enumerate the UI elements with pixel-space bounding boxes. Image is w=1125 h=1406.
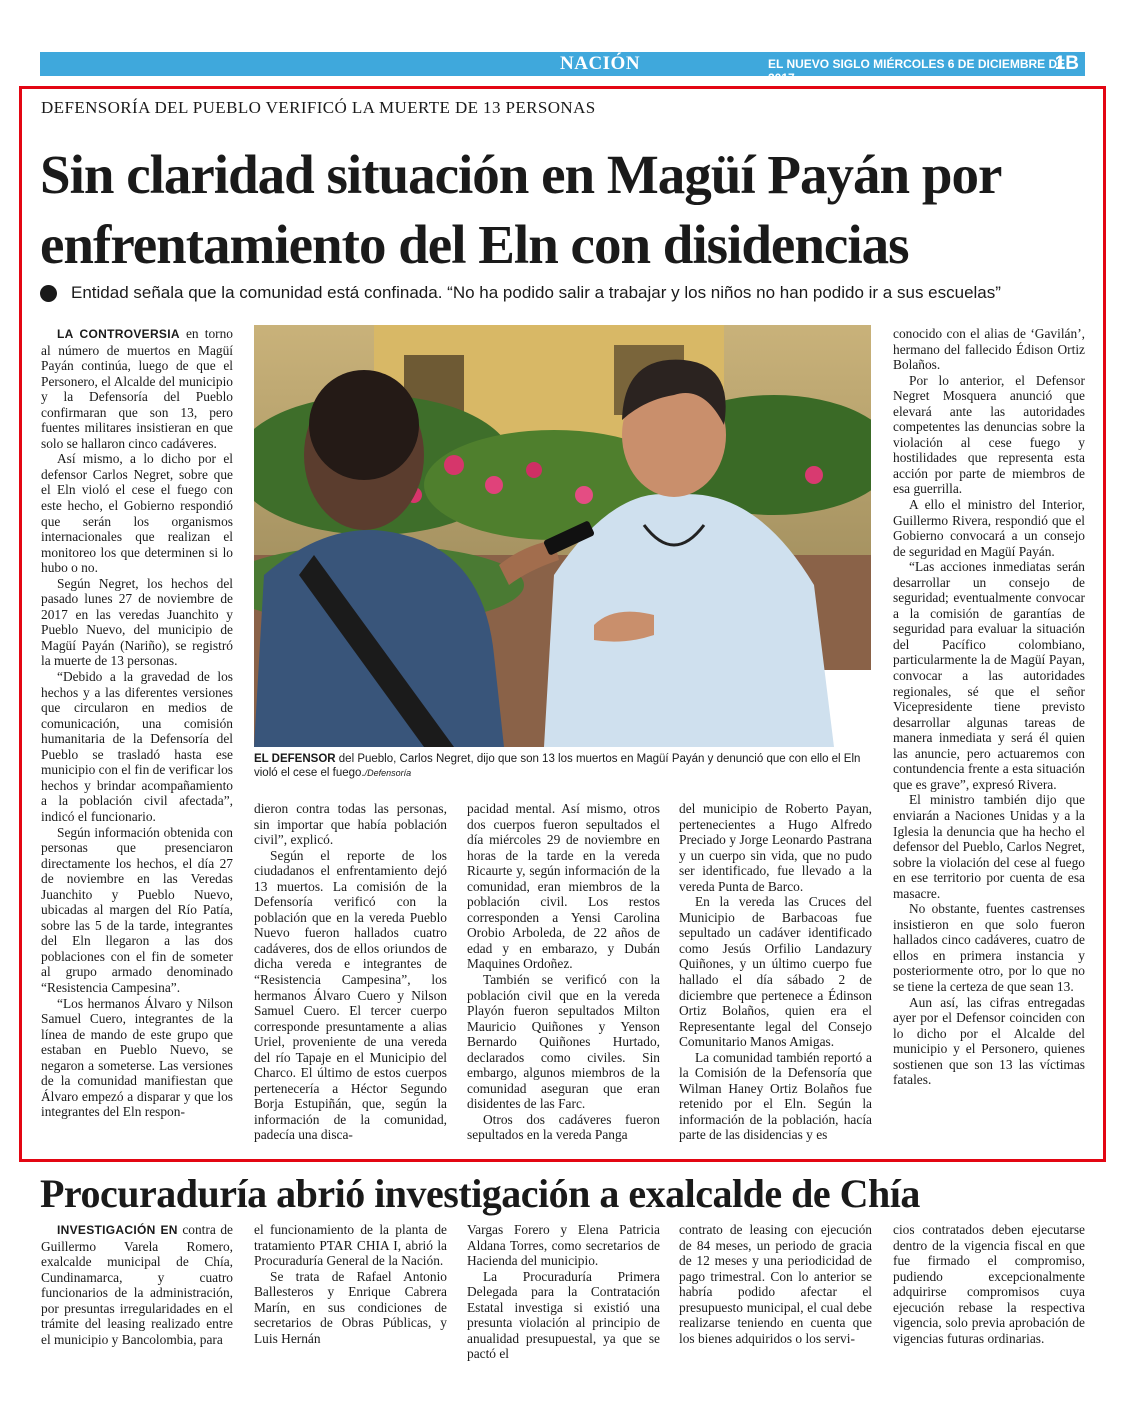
paragraph: No obstante, fuentes castrenses insistieron en que solo fueron hallados cinco cadáveres, cuatro de ellos en primera instancia y posteriormente otro, por lo que no se tiene la certeza de que sean 13.: [893, 901, 1085, 994]
article-kicker: DEFENSORÍA DEL PUEBLO VERIFICÓ LA MUERTE DE 13 PERSONAS: [41, 98, 596, 117]
article2-column-1: [41, 1222, 233, 1347]
article-subhead: [40, 283, 1100, 303]
paragraph: del municipio de Roberto Payan, pertenecientes a Hugo Alfredo Preciado y Jorge Leonardo Pastrana y un cuerpo sin vida, que no pudo ser identificado, fue llevado a la vereda Punta de Barco.: [679, 801, 872, 894]
paragraph: En la vereda las Cruces del Municipio de Barbacoas fue sepultado un cadáver identificado como Jesús Orfilio Landazury Quiñones, y un último cuerpo fue hallado el día sábado 2 de diciembre que pertenece a Édinson Ortiz Bolaños, quien era el Representante legal del Consejo Comunitario Manos Amigas.: [679, 894, 872, 1050]
lead-in: LA CONTROVERSIA: [57, 327, 180, 341]
page-number: 1B: [1054, 53, 1079, 74]
paragraph: el funcionamiento de la planta de tratamiento PTAR CHIA I, abrió la Procuraduría General de la Nación.: [254, 1222, 447, 1269]
article2-column-4: [679, 1222, 872, 1346]
paragraph: cios contratados deben ejecutarse dentro de la vigencia fiscal en que fue firmado el compromiso, pudiendo excepcionalmente adquirirse compromisos cuya ejecución rebase la respectiva vigencia, solo previa aprobación de vigencias futuras ordinarias.: [893, 1222, 1085, 1346]
paragraph: INVESTIGACIÓN EN contra de Guillermo Varela Romero, exalcalde municipal de Chía, Cundinamarca, y cuatro funcionarios de la administración, por presuntas irregularidades en el trámite del leasing realizado entre el municipio y Bancolombia, para: [41, 1222, 234, 1347]
paragraph: Según el reporte de los ciudadanos el enfrentamiento dejó 13 muertos. La comisión de la Defensoría verificó con la población que en la vereda Pueblo Nuevo fueron hallados cuatro cadáveres, dos de ellos oriundos de dicha vereda e integrantes de “Resistencia Campesina”, los hermanos Álvaro Cuero y Nilson Samuel Cuero. El tercer cuerpo corresponde presuntamente a alias Uriel, proveniente de una vereda del río Tapaje en el Municipio del Charco. El último de estos cuerpos pertenecería a Héctor Segundo Borja Estupiñán, que, según la información de la comunidad, padecía una disca-: [254, 847, 447, 1143]
paragraph: Así mismo, a lo dicho por el defensor Carlos Negret, sobre que el Eln violó el cese el fuego con este hecho, el Gobierno respondió que serán los organismos internacionales que realizan el monitoreo los que determinen si lo hubo o no.: [41, 451, 233, 576]
paragraph: El ministro también dijo que enviarán a Naciones Unidas y a la Iglesia la denuncia que ha hecho el defensor del Pueblo, Carlos Negret, sobre la violación del cese al fuego en ese territorio por cuenta de esa masacre.: [893, 792, 1085, 901]
subhead-text: Entidad señala que la comunidad está confinada. “No ha podido salir a trabajar y los niños no han podido ir a sus escuelas”: [71, 283, 1001, 302]
photo-credit: /Defensoría: [364, 768, 412, 778]
paragraph: Según información obtenida con personas que presenciaron directamente los hechos, el día 27 de noviembre en las Veredas Juanchito y Pueblo Nuevo, ubicadas al margen del Río Patía, sobre las 5 de la tarde, integrantes del Eln llegaron a las dos poblaciones con el fin de someter al grupo armado denominado “Resistencia Campesina”.: [41, 824, 233, 995]
paragraph: Por lo anterior, el Defensor Negret Mosquera anunció que elevará ante las autoridades competentes las denuncias sobre la violación al cese fuego y hostilidades que representa esta acción por parte de miembros de esa guerrilla.: [893, 372, 1085, 497]
article-headline: Sin claridad situación en Magüí Payán por enfrentamiento del Eln con disidencias: [40, 144, 1001, 275]
paragraph: dieron contra todas las personas, sin importar que había población civil”, explicó.: [254, 801, 447, 848]
publication-date-line: EL NUEVO SIGLO MIÉRCOLES 6 DE DICIEMBRE DE 2017: [768, 57, 1066, 85]
paragraph: Vargas Forero y Elena Patricia Aldana Torres, como secretarios de Hacienda del municipio.: [467, 1222, 660, 1269]
paragraph: Aun así, las cifras entregadas ayer por el Defensor coinciden con lo dicho por el Alcalde del municipio y el Personero, quienes sostienen que son 13 las víctimas fatales.: [893, 994, 1085, 1088]
paragraph: “Debido a la gravedad de los hechos y a las diferentes versiones que circularon en medios de comunicación, una comisión humanitaria de la Defensoría del Pueblo se trasladó hasta ese municipio con el fin de verificar los hechos y brindar acompañamiento a la población civil afectada”, indicó el funcionario.: [41, 669, 233, 824]
photo-caption: [254, 752, 874, 780]
article-column-4: [679, 801, 872, 1143]
article-column-3: [467, 801, 660, 1143]
paragraph: contrato de leasing con ejecución de 84 meses, un periodo de gracia de 12 meses y una periodicidad de pago trimestral. Con lo anterior se habría podido afectar el presupuesto municipal, el cual debe realizarse teniendo en cuenta que los bienes adquiridos o los servi-: [679, 1222, 872, 1346]
caption-lead: EL DEFENSOR: [254, 753, 336, 765]
caption-text: del Pueblo, Carlos Negret, dijo que son 13 los muertos en Magüí Payán y denunció que con ello el Eln violó el cese el fuego.: [254, 753, 861, 779]
paragraph: LA CONTROVERSIA en torno al número de muertos en Magüí Payán continúa, luego de que el Personero, el Alcalde del municipio y la Defensoría del Pueblo confirmaran que son 13, pero fuentes militares insistieran en que solo se hallaron cinco cadáveres.: [41, 326, 233, 451]
paragraph: La comunidad también reportó a la Comisión de la Defensoría que Wilman Haney Ortiz Bolaños fue retenido por el Eln. Según la información de la población, hacía parte de las disidencias y es: [679, 1049, 872, 1143]
paragraph: Otros dos cadáveres fueron sepultados en la vereda Panga: [467, 1111, 660, 1143]
article-column-5: [893, 326, 1085, 1088]
section-name: NACIÓN: [560, 53, 641, 74]
photo-illustration: [254, 325, 871, 747]
paragraph: conocido con el alias de ‘Gavilán’, hermano del fallecido Édison Ortiz Bolaños.: [893, 326, 1085, 373]
article-photo: [254, 325, 871, 747]
paragraph: Según Negret, los hechos del pasado lunes 27 de noviembre de 2017 en las veredas Juanchito y Pueblo Nuevo, del municipio de Magüí Payán (Nariño), se registró la muerte de 13 personas.: [41, 575, 233, 669]
article-column-1: [41, 326, 233, 1120]
article-column-2: [254, 801, 447, 1143]
paragraph: A ello el ministro del Interior, Guillermo Rivera, respondió que el Gobierno convocará a un consejo de seguridad en Magüí Payán.: [893, 497, 1085, 559]
paragraph: “Las acciones inmediatas serán desarrollar un consejo de seguridad; eventualmente convocar a la comisión de garantías de seguridad para evaluar la situación del Pacífico colombiano, particularmente la de Magüí Payan, convocar a las autoridades regionales, sé que el señor Vicepresidente tiene previsto desarrollar algunas tareas de manera inmediata y será él quien las anuncie, pero actuaremos con contundencia frente a esta situación que es grave”, expresó Rivera.: [893, 559, 1085, 792]
article2-column-2: [254, 1222, 447, 1346]
paragraph: También se verificó con la población civil que en la vereda Playón fueron sepultados Milton Mauricio Quiñones y Yenson Bernardo Quiñones Hurtado, declarados como civiles. Sin embargo, algunos miembros de la comunidad aseguran que eran disidentes de las Farc.: [467, 972, 660, 1112]
bullet-icon: [40, 285, 57, 302]
paragraph: pacidad mental. Así mismo, otros dos cuerpos fueron sepultados el día miércoles 29 de noviembre en horas de la tarde en la vereda Ricaurte y, según información de la comunidad, eran miembros de la población civil. Los restos corresponden a Yensi Carolina Orobio Arboleda, de 22 años de edad y en embarazo, y Dubán Maquines Ordoñez.: [467, 801, 660, 972]
article2-headline: Procuraduría abrió investigación a exalcalde de Chía: [40, 1171, 920, 1216]
paragraph: La Procuraduría Primera Delegada para la Contratación Estatal investiga si existió una presunta violación al principio de anualidad presupuestal, ya que se pactó el: [467, 1268, 660, 1362]
article2-column-5: [893, 1222, 1085, 1346]
paragraph: “Los hermanos Álvaro y Nilson Samuel Cuero, integrantes de la línea de mando de este grupo que estaban en Pueblo Nuevo, se negaron a someterse. Las versiones de la comunidad manifiestan que Álvaro empezó a disparar y que los integrantes del Eln respon-: [41, 995, 233, 1120]
lead-in: INVESTIGACIÓN EN: [57, 1223, 178, 1237]
section-header-bar: [40, 52, 1085, 85]
article2-column-3: [467, 1222, 660, 1362]
paragraph: Se trata de Rafael Antonio Ballesteros y Enrique Cabrera Marín, en sus condiciones de secretarios de Obras Públicas, y Luis Hernán: [254, 1268, 447, 1346]
